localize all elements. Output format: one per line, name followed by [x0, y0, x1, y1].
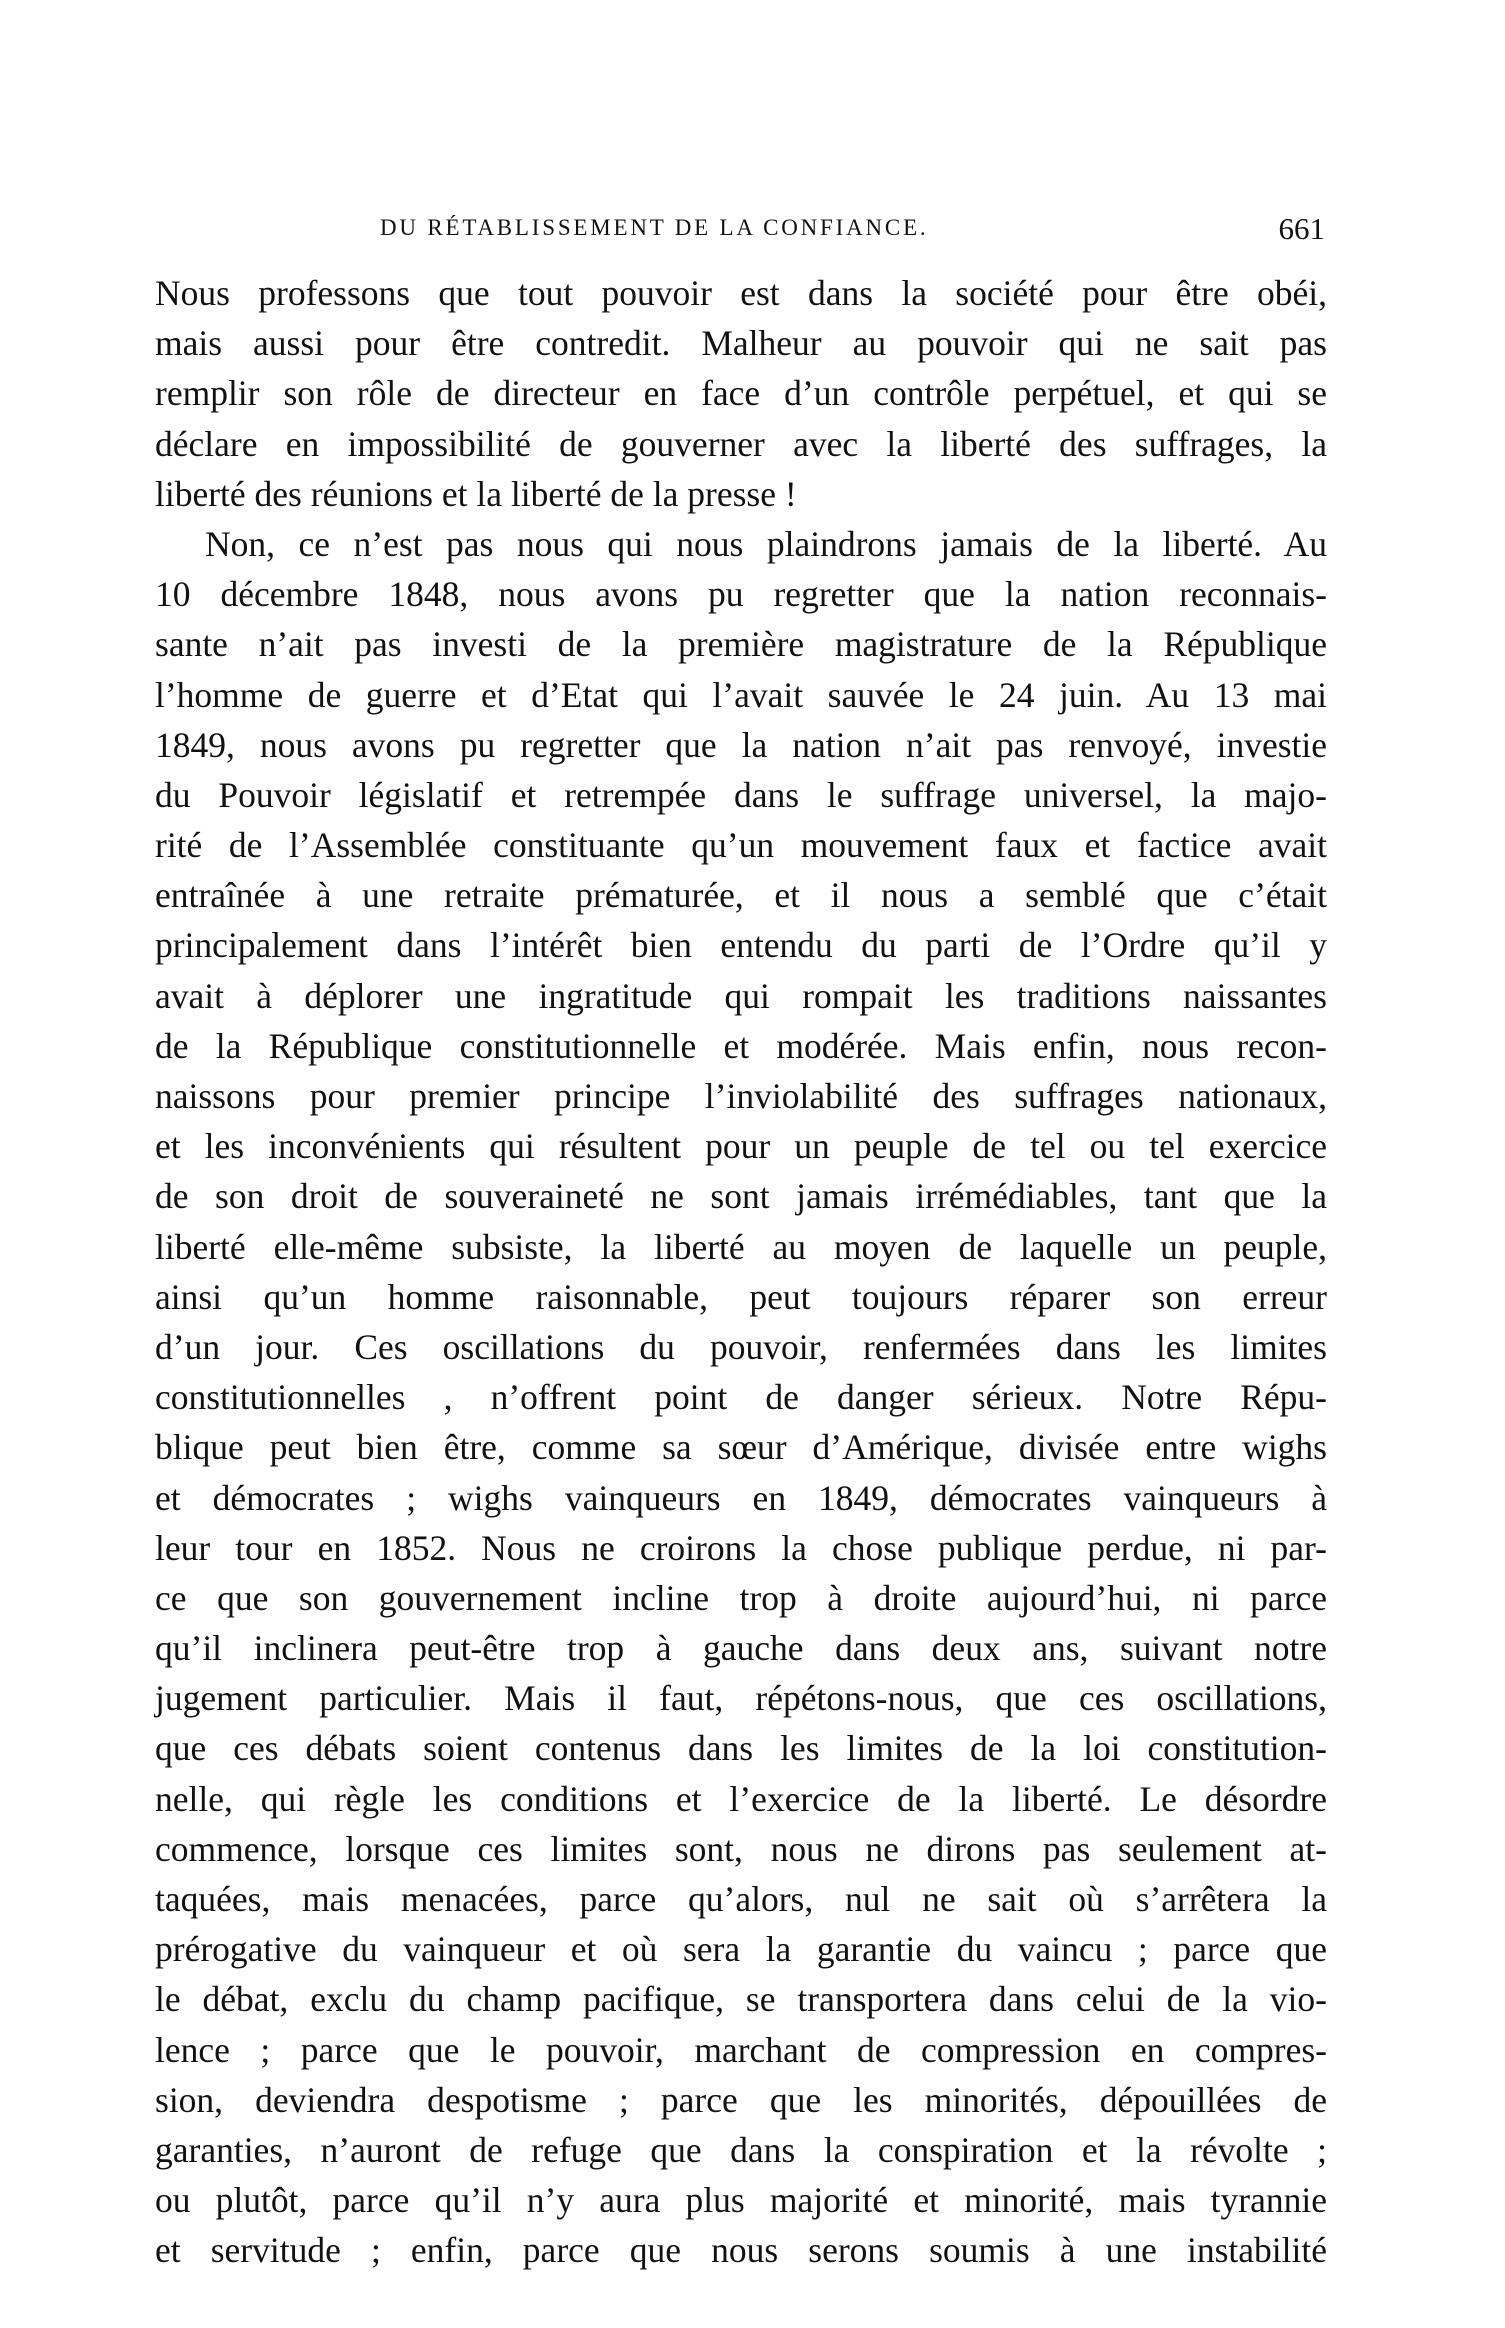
- text-line: principalement dans l’intérêt bien entendu du parti de l’Ordre qu’il y: [155, 925, 1327, 966]
- text-line: du Pouvoir législatif et retrempée dans le suffrage universel, la majo-: [155, 774, 1327, 815]
- text-line: liberté des réunions et la liberté de la presse !: [155, 473, 797, 514]
- text-line: sion, deviendra despotisme ; parce que les minorités, dépouillées de: [155, 2079, 1327, 2120]
- text-line: 1849, nous avons pu regretter que la nation n’ait pas renvoyé, investie: [155, 724, 1327, 765]
- text-line: qu’il inclinera peut-être trop à gauche dans deux ans, suivant notre: [155, 1628, 1327, 1669]
- text-line: entraînée à une retraite prématurée, et il nous a semblé que c’était: [155, 875, 1327, 916]
- text-line: jugement particulier. Mais il faut, répétons-nous, que ces oscillations,: [155, 1678, 1327, 1719]
- text-line: garanties, n’auront de refuge que dans la conspiration et la révolte ;: [155, 2129, 1327, 2170]
- text-line: avait à déplorer une ingratitude qui rompait les traditions naissantes: [155, 975, 1327, 1016]
- text-line: remplir son rôle de directeur en face d’un contrôle perpétuel, et qui se: [155, 373, 1327, 414]
- paragraph: [155, 268, 1327, 519]
- text-line: Non, ce n’est pas nous qui nous plaindrons jamais de la liberté. Au: [205, 523, 1327, 564]
- text-line: lence ; parce que le pouvoir, marchant de compression en compres-: [155, 2029, 1327, 2070]
- text-line: nelle, qui règle les conditions et l’exercice de la liberté. Le désordre: [155, 1778, 1327, 1819]
- text-line: sante n’ait pas investi de la première magistrature de la République: [155, 624, 1327, 665]
- text-line: et démocrates ; wighs vainqueurs en 1849, démocrates vainqueurs à: [155, 1477, 1327, 1518]
- page-number: 661: [1278, 211, 1325, 246]
- text-line: commence, lorsque ces limites sont, nous ne dirons pas seulement at-: [155, 1828, 1327, 1869]
- text-line: déclare en impossibilité de gouverner avec la liberté des suffrages, la: [155, 423, 1327, 464]
- chapter-title: DU RÉTABLISSEMENT DE LA CONFIANCE.: [380, 215, 929, 240]
- text-line: Nous professons que tout pouvoir est dans la société pour être obéi,: [155, 273, 1327, 313]
- text-line: blique peut bien être, comme sa sœur d’Amérique, divisée entre wighs: [155, 1427, 1327, 1468]
- text-line: ainsi qu’un homme raisonnable, peut toujours réparer son erreur: [155, 1276, 1327, 1317]
- text-line: et les inconvénients qui résultent pour un peuple de tel ou tel exercice: [155, 1126, 1327, 1167]
- text-line: mais aussi pour être contredit. Malheur au pouvoir qui ne sait pas: [155, 323, 1327, 364]
- text-line: prérogative du vainqueur et où sera la garantie du vaincu ; parce que: [155, 1929, 1327, 1970]
- text-line: liberté elle-même subsiste, la liberté au moyen de laquelle un peuple,: [155, 1226, 1327, 1267]
- text-line: taquées, mais menacées, parce qu’alors, nul ne sait où s’arrêtera la: [155, 1879, 1327, 1919]
- text-line: que ces débats soient contenus dans les limites de la loi constitution-: [155, 1728, 1327, 1769]
- text-line: le débat, exclu du champ pacifique, se transportera dans celui de la vio-: [155, 1979, 1327, 2020]
- text-line: l’homme de guerre et d’Etat qui l’avait sauvée le 24 juin. Au 13 mai: [155, 674, 1327, 715]
- text-line: de la République constitutionnelle et modérée. Mais enfin, nous recon-: [155, 1025, 1327, 1066]
- body-text: [155, 268, 1327, 2276]
- text-line: leur tour en 1852. Nous ne croirons la chose publique perdue, ni par-: [155, 1527, 1327, 1568]
- running-head: [155, 205, 1325, 255]
- text-line: 10 décembre 1848, nous avons pu regretter que la nation reconnais-: [155, 574, 1327, 615]
- text-line: ou plutôt, parce qu’il n’y aura plus majorité et minorité, mais tyrannie: [155, 2180, 1327, 2221]
- paragraph: [155, 519, 1327, 2276]
- text-line: d’un jour. Ces oscillations du pouvoir, renfermées dans les limites: [155, 1326, 1327, 1367]
- text-line: constitutionnelles , n’offrent point de danger sérieux. Notre Répu-: [155, 1377, 1327, 1418]
- text-line: de son droit de souveraineté ne sont jamais irrémédiables, tant que la: [155, 1176, 1327, 1217]
- text-line: rité de l’Assemblée constituante qu’un mouvement faux et factice avait: [155, 825, 1327, 866]
- text-line: naissons pour premier principe l’inviolabilité des suffrages nationaux,: [155, 1076, 1327, 1116]
- text-line: et servitude ; enfin, parce que nous serons soumis à une instabilité: [155, 2230, 1327, 2271]
- text-line: ce que son gouvernement incline trop à droite aujourd’hui, ni parce: [155, 1577, 1327, 1618]
